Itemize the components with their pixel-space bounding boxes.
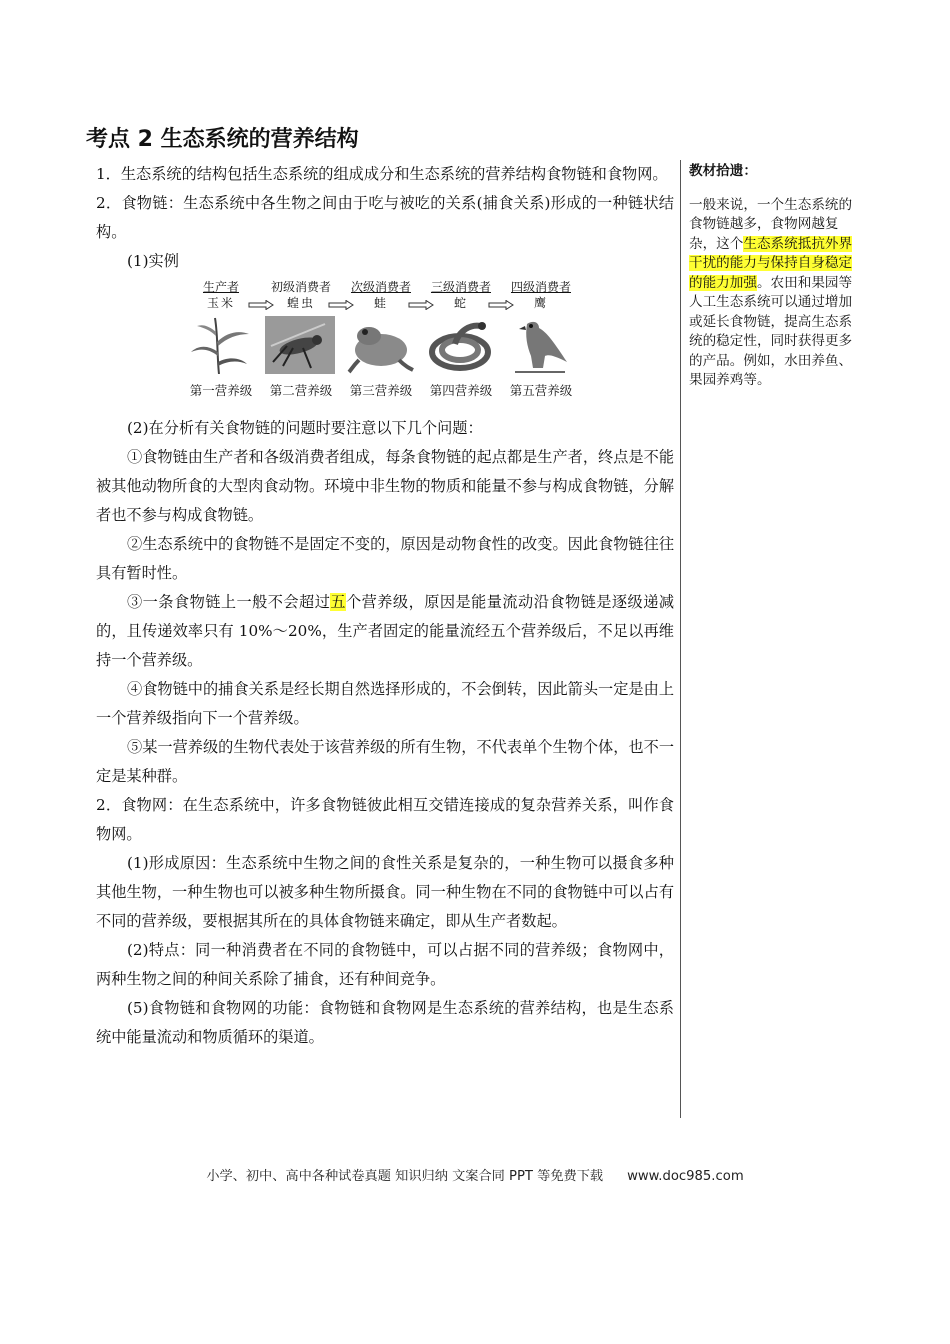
trophic-level-label: 第三营养级 [349,383,413,398]
arrow-icon [488,300,514,310]
arrow-icon [248,300,274,310]
paragraph-food-chain: 2．食物链：生态系统中各生物之间由于吃与被吃的关系(捕食关系)形成的一种链状结构。 [96,194,674,241]
trophic-level-label: 第五营养级 [509,383,573,398]
paragraph-note-5: ⑤某一营养级的生物代表处于该营养级的所有生物，不代表单个生物个体，也不一定是某种群。 [96,738,674,785]
paragraph-note-1: ①食物链由生产者和各级消费者组成，每条食物链的起点都是生产者，终点是不能被其他动物所食的大型肉食动物。环境中非生物的物质和能量不参与构成食物链，分解者也不参与构成食物链。 [96,448,674,524]
organism-name: 蛇 [453,296,468,310]
paragraph-formation-cause: (1)形成原因：生态系统中生物之间的食性关系是复杂的，一种生物可以摄食多种其他生物，一种生物也可以被多种生物所摄食。同一种生物在不同的食物链中可以占有不同的营养级，要根据其所在的具体食物链来确定，即从生产者数起。 [96,854,674,930]
consumer-level-label: 初级消费者 [270,280,331,294]
main-content [96,160,674,1052]
section-title: 考点 2 生态系统的营养结构 [86,127,359,152]
sidebar-heading: 教材拾遗： [689,163,757,179]
consumer-level-label: 次级消费者 [350,280,411,294]
paragraph-structure: 1．生态系统的结构包括生态系统的组成成分和生态系统的营养结构食物链和食物网。 [96,165,668,183]
trophic-level-label: 第一营养级 [189,383,253,398]
paragraph-function: (5)食物链和食物网的功能：食物链和食物网是生态系统的营养结构，也是生态系统中能量流动和物质循环的渠道。 [96,999,674,1046]
sidebar-text: 一般来说，一个生态系统的食物链越多，食物网越复杂，这个 [689,196,853,252]
eagle-icon [505,316,575,374]
example-label: (1)实例 [127,252,179,270]
paragraph-note-3 [96,588,674,675]
footer-link[interactable]: www.doc985.com [627,1169,744,1184]
paragraph-notes-intro: (2)在分析有关食物链的问题时要注意以下几个问题： [127,419,483,437]
highlight-five: 五 [330,593,346,611]
consumer-level-label: 四级消费者 [510,280,571,294]
footer-text: 小学、初中、高中各种试卷真题 知识归纳 文案合同 PPT 等免费下载 [206,1169,604,1184]
paragraph-note-2: ②生态系统中的食物链不是固定不变的，原因是动物食性的改变。因此食物链往往具有暂时性。 [96,535,674,582]
consumer-level-label: 三级消费者 [430,280,491,294]
grasshopper-icon [265,316,335,374]
organism-name: 鹰 [533,296,548,310]
sidebar-text-rest: 。农田和果园等人工生态系统可以通过增加或延长食物链，提高生态系统的稳定性，同时获得更多的产品。例如，水田养鱼、果园养鸡等。 [689,274,853,388]
sidebar-highlight: 生态系统抵抗外界干扰的能力与保持自身稳定的能力加强 [689,235,853,291]
sidebar-note [689,160,859,391]
trophic-level-label: 第四营养级 [429,383,493,398]
note-3-text: ③一条食物链上一般不会超过 [127,593,331,611]
paragraph-features: (2)特点：同一种消费者在不同的食物链中，可以占据不同的营养级；食物网中，两种生物之间的种间关系除了捕食，还有种间竞争。 [96,941,674,988]
note-3-text-rest: 个营养级，原因是能量流动沿食物链是逐级递减的，且传递效率只有 10%～20%，生产者固定的能量流经五个营养级后，不足以再维持一个营养级。 [96,593,675,669]
organism-name: 蛙 [373,296,388,310]
column-divider [680,160,681,1118]
page-footer [0,1165,950,1184]
organism-name: 玉米 [206,296,235,310]
snake-icon [425,316,495,374]
paragraph-food-web: 2．食物网：在生态系统中，许多食物链彼此相互交错连接成的复杂营养关系，叫作食物网。 [96,796,674,843]
organism-name: 蝗虫 [286,296,315,310]
food-chain-figure [181,280,581,408]
trophic-level-label: 第二营养级 [269,383,333,398]
paragraph-note-4: ④食物链中的捕食关系是经长期自然选择形成的，不会倒转，因此箭头一定是由上一个营养级指向下一个营养级。 [96,680,674,727]
corn-plant-icon [187,316,257,374]
frog-icon [345,316,415,374]
arrow-icon [328,300,354,310]
consumer-level-label: 生产者 [202,280,239,294]
arrow-icon [408,300,434,310]
sidebar-body [689,196,859,391]
